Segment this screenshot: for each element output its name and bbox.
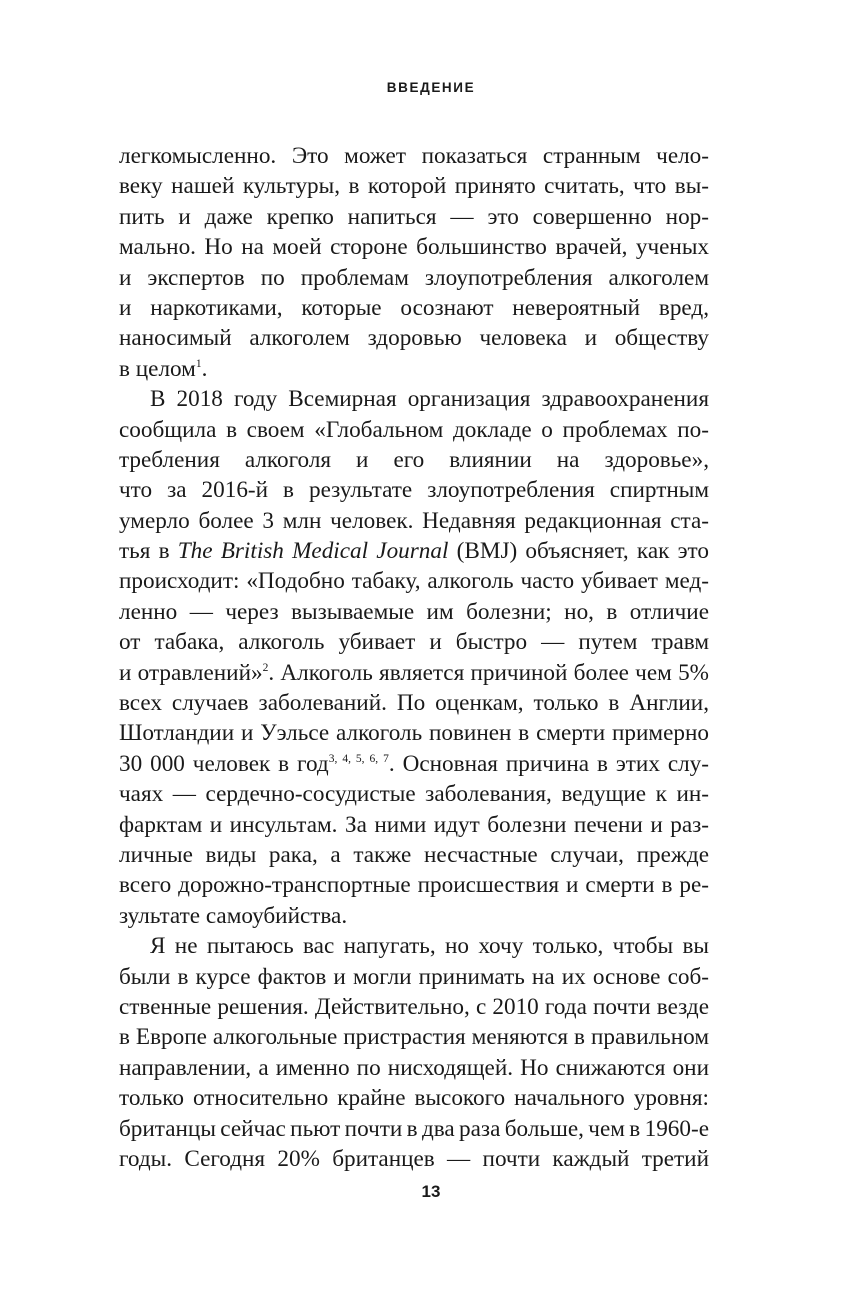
text-line: ственные решения. Действительно, с 2010 года почти везде bbox=[119, 993, 709, 1020]
text-line: годы. Сегодня 20% британцев — почти каждый третий bbox=[119, 1145, 709, 1172]
text-line: направлении, а именно по нисходящей. Но снижаются они bbox=[119, 1054, 709, 1081]
text-line: происходит: «Подобно табаку, алкоголь часто убивает мед- bbox=[119, 568, 709, 595]
text-line: В 2018 году Всемирная организация здравоохранения bbox=[150, 386, 709, 413]
paragraph-3 bbox=[119, 931, 709, 1174]
text-line: британцы сейчас пьют почти в два раза больше, чем в 1960-е bbox=[119, 1115, 709, 1142]
text-line: сообщила в своем «Глобальном докладе о проблемах по- bbox=[119, 416, 709, 443]
text-line: что за 2016-й в результате злоупотребления спиртным bbox=[119, 477, 709, 504]
text-line: чаях — сердечно-сосудистые заболевания, ведущие к ин- bbox=[119, 781, 709, 808]
text-line: в Европе алкогольные пристрастия меняются в правильном bbox=[119, 1024, 709, 1051]
page-number: 13 bbox=[421, 1182, 441, 1201]
text-fragment: тья в bbox=[119, 538, 178, 565]
running-head: ВВЕДЕНИЕ bbox=[386, 80, 476, 95]
text-line: зультате самоубийства. bbox=[119, 902, 348, 929]
text-line: всего дорожно-транспортные происшествия и смерти в ре- bbox=[119, 872, 709, 899]
text-line: легкомысленно. Это может показаться странным чело- bbox=[119, 143, 709, 169]
text-line bbox=[119, 354, 709, 384]
text-line: мально. Но на моей стороне большинство врачей, ученых bbox=[119, 234, 709, 261]
footnote-ref: 1 bbox=[195, 357, 202, 370]
text-line: от табака, алкоголь убивает и быстро — путем травм bbox=[119, 629, 709, 656]
text-line: Я не пытаюсь вас напугать, но хочу только, чтобы вы bbox=[150, 933, 709, 960]
footnote-ref: 2 bbox=[262, 661, 269, 674]
text-line bbox=[119, 658, 709, 688]
text-fragment: . bbox=[201, 355, 208, 382]
text-line: только относительно крайне высокого начального уровня: bbox=[119, 1085, 709, 1112]
text-line: ленно — через вызываемые им болезни; но, в отличие bbox=[119, 598, 709, 625]
text-fragment: в целом bbox=[119, 355, 196, 382]
text-line: наносимый алкоголем здоровью человека и обществу bbox=[119, 325, 709, 352]
text-line: Шотландии и Уэльсе алкоголь повинен в смерти примерно bbox=[119, 720, 709, 747]
text-line bbox=[119, 749, 709, 779]
text-line: личные виды рака, а также несчастные случаи, прежде bbox=[119, 841, 709, 868]
journal-title: The British Medical Journal bbox=[177, 538, 449, 565]
text-fragment: . Основная причина в этих слу- bbox=[388, 750, 709, 777]
text-line: и экспертов по проблемам злоупотребления алкоголем bbox=[119, 264, 709, 291]
text-fragment: и отравлений» bbox=[119, 659, 263, 686]
text-fragment: 30 000 человек в год bbox=[119, 750, 329, 777]
paragraph-2 bbox=[119, 384, 709, 931]
text-line: всех случаев заболеваний. По оценкам, только в Англии, bbox=[119, 690, 709, 717]
text-line: и наркотиками, которые осознают невероятный вред, bbox=[119, 294, 709, 321]
footnote-ref: 3, 4, 5, 6, 7 bbox=[328, 752, 389, 765]
text-line bbox=[119, 536, 709, 566]
text-fragment: (BMJ) объясняет, как это bbox=[448, 538, 709, 565]
paragraph-1 bbox=[119, 141, 709, 384]
text-line: пить и даже крепко напиться — это совершенно нор- bbox=[119, 203, 709, 230]
text-line: веку нашей культуры, в которой принято считать, что вы- bbox=[119, 173, 709, 200]
text-line: требления алкоголя и его влиянии на здоровье», bbox=[119, 446, 709, 473]
text-line: фарктам и инсультам. За ними идут болезни печени и раз- bbox=[119, 811, 709, 838]
text-line: умерло более 3 млн человек. Недавняя редакционная ста- bbox=[119, 507, 709, 534]
main-text bbox=[119, 141, 709, 1174]
text-line: были в курсе фактов и могли принимать на их основе соб- bbox=[119, 963, 709, 990]
text-fragment: . Алкоголь является причиной более чем 5% bbox=[268, 659, 709, 686]
